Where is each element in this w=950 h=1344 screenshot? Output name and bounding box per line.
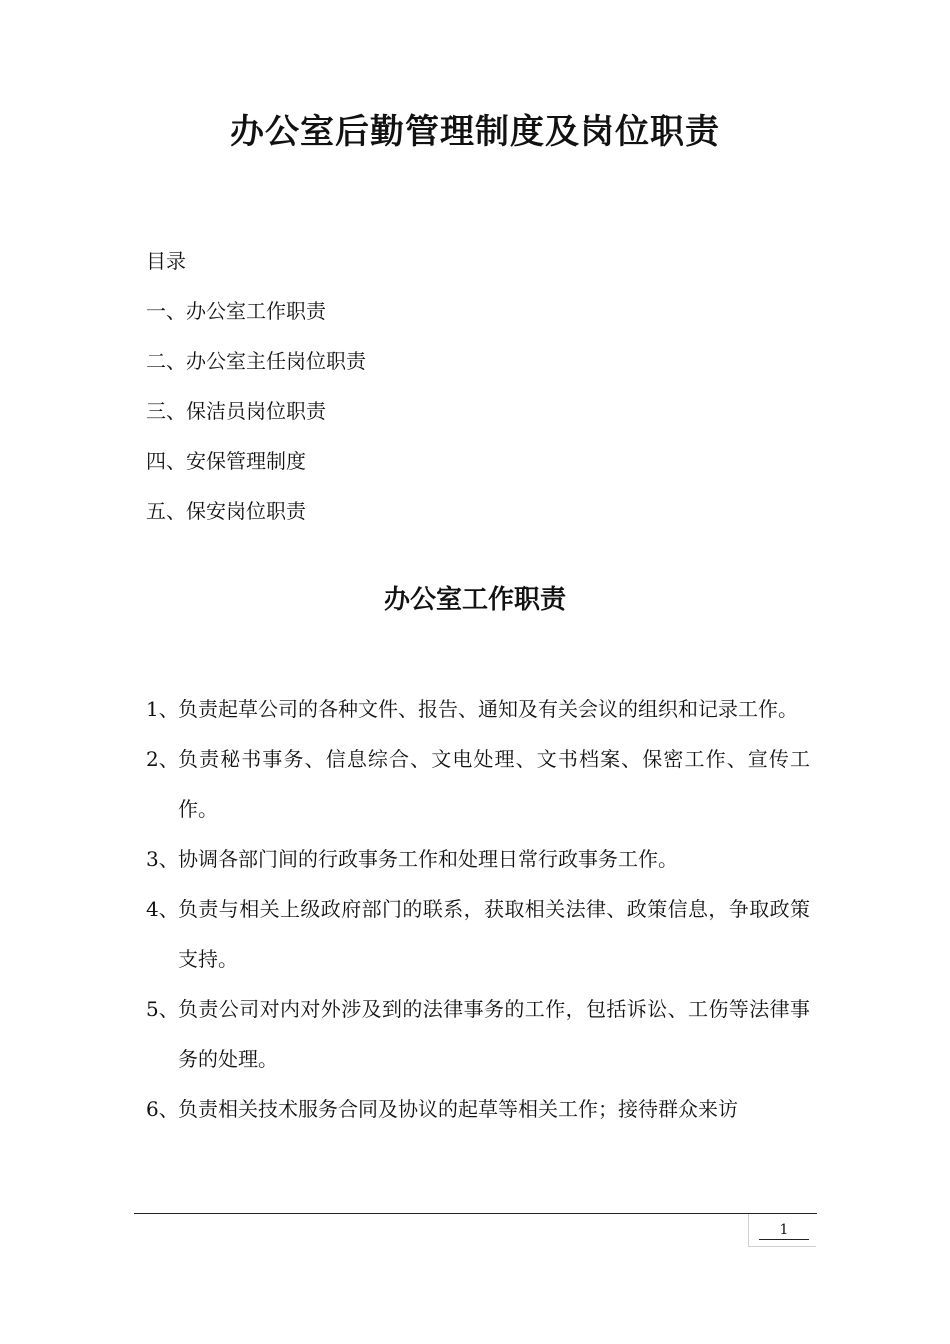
toc-item: 二、办公室主任岗位职责 — [146, 349, 366, 373]
toc-item: 三、保洁员岗位职责 — [146, 399, 326, 423]
duty-text: 负责公司对内对外涉及到的法律事务的工作，包括诉讼、工伤等法律事务的处理。 — [178, 997, 810, 1071]
duty-list — [146, 684, 810, 1134]
duty-number: 6、 — [146, 1097, 179, 1121]
duty-item — [146, 1084, 810, 1134]
duty-text: 负责秘书事务、信息综合、文电处理、文书档案、保密工作、宣传工作。 — [178, 747, 810, 821]
page-number: 1 — [759, 1221, 809, 1240]
toc-item: 四、安保管理制度 — [146, 449, 306, 473]
document-title: 办公室后勤管理制度及岗位职责 — [230, 112, 720, 152]
duty-number: 4、 — [146, 897, 179, 921]
toc-item: 一、办公室工作职责 — [146, 299, 326, 323]
duty-number: 1、 — [146, 697, 179, 721]
duty-text: 协调各部门间的行政事务工作和处理日常行政事务工作。 — [178, 847, 678, 871]
duty-text: 负责与相关上级政府部门的联系，获取相关法律、政策信息，争取政策支持。 — [178, 897, 810, 971]
duty-text: 负责相关技术服务合同及协议的起草等相关工作；接待群众来访 — [178, 1097, 738, 1121]
table-of-contents — [146, 236, 366, 536]
page-number-box — [748, 1214, 816, 1247]
toc-item: 五、保安岗位职责 — [146, 499, 306, 523]
duty-item — [146, 984, 810, 1084]
footer-divider — [134, 1213, 817, 1214]
duty-item — [146, 884, 810, 984]
duty-item — [146, 684, 810, 734]
duty-number: 2、 — [146, 747, 179, 771]
duty-number: 5、 — [146, 997, 179, 1021]
duty-text: 负责起草公司的各种文件、报告、通知及有关会议的组织和记录工作。 — [178, 697, 798, 721]
duty-item — [146, 834, 810, 884]
duty-item — [146, 734, 810, 834]
duty-number: 3、 — [146, 847, 179, 871]
section-title: 办公室工作职责 — [383, 585, 566, 615]
toc-heading: 目录 — [146, 249, 186, 273]
